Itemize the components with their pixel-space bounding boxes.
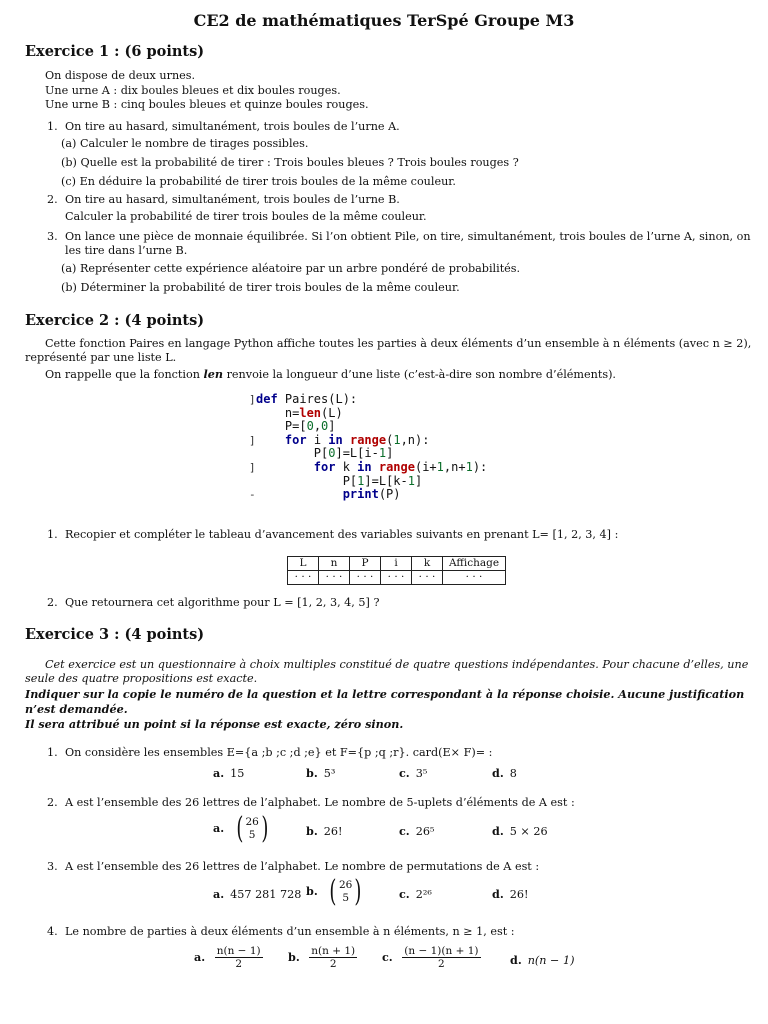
ex3-instruction-2: n’est demandée. [25,702,128,716]
ex2-paragraph-1-cont: représenté par une liste L. [25,351,177,364]
ex1-q1: 1. On tire au hasard, simultanément, trois boules de l’urne A. [47,120,400,133]
q3-option-d: d. 26! [492,887,529,901]
q2-option-d: d. 5 × 26 [492,824,548,838]
exercise-3-heading: Exercice 3 : (4 points) [25,626,205,643]
ex3-q3: 3. A est l’ensemble des 26 lettres de l’alphabet. Le nombre de permutations de A est : [47,860,540,873]
q2-option-b: b. 26! [306,824,343,838]
q1-option-b: b. 5³ [306,766,336,780]
q4-option-a: a. $\frac{n(n - 1)}{2}$ [194,945,261,970]
fraction: $\frac{n(n - 1)}{2}$ [216,945,261,970]
binomial-coefficient: ( 26 5 ) [236,811,269,846]
ex1-q3: 3. On lance une pièce de monnaie équilibrée. Si l’on obtient Pile, on tire, simultanément, trois boules de l’urne A, sinon, on [47,230,751,243]
ex1-q3a: (a) Représenter cette expérience aléatoire par un arbre pondéré de probabilités. [61,262,521,275]
fraction: $\frac{n(n + 1)}{2}$ [311,945,356,970]
q1-option-a: a. 15 [213,766,245,780]
exercise-1-heading: Exercice 1 : (6 points) [25,43,205,60]
q3-option-a: a. 457 281 728 [213,887,302,901]
ex2-q2: 2. Que retournera cet algorithme pour L = [1, 2, 3, 4, 5] ? [47,596,380,609]
binomial-coefficient: ( 26 5 ) [329,874,362,909]
q1-option-d: d. 8 [492,766,517,780]
python-code-block: ] def Paires(L): n=len(L) P=[0,0] ] for i in range(1,n): P[0]=L[i-1] ] for k in range(i+1,n+1): P[1]=L[k-1] - print(P) [249,392,488,502]
q2-option-a: a. ( 26 5 ) [213,814,271,844]
ex1-q2: 2. On tire au hasard, simultanément, trois boules de l’urne B. [47,193,400,206]
q4-option-b: b. $\frac{n(n + 1)}{2}$ [288,945,356,970]
fraction: $\frac{(n - 1)(n + 1)}{2}$ [404,945,479,970]
q3-option-b: b. ( 26 5 ) [306,877,364,907]
ex1-intro-1: On dispose de deux urnes. [45,69,196,82]
q4-option-d: d. n(n − 1) [510,953,575,967]
ex2-paragraph-2: On rappelle que la fonction len renvoie la longueur d’une liste (c’est-à-dire son nombre d’éléments). [45,367,616,381]
q4-option-c: c. $\frac{(n - 1)(n + 1)}{2}$ [382,945,479,970]
variable-tracking-table: L n P i k Affichage · · · · · · · · · · · · · · · · · · [287,556,506,585]
exercise-2-heading: Exercice 2 : (4 points) [25,312,205,329]
ex1-q1a: (a) Calculer le nombre de tirages possibles. [61,137,309,150]
ex3-instruction-3: Il sera attribué un point si la réponse est exacte, zéro sinon. [25,717,404,731]
ex1-q1b: (b) Quelle est la probabilité de tirer : Trois boules bleues ? Trois boules rouges ? [61,156,519,169]
ex3-q1: 1. On considère les ensembles E={a ;b ;c ;d ;e} et F={p ;q ;r}. card(E× F)= : [47,746,493,759]
ex3-intro-2: seule des quatre propositions est exacte. [25,672,258,685]
ex3-q2: 2. A est l’ensemble des 26 lettres de l’alphabet. Le nombre de 5-uplets d’éléments de A est : [47,796,575,809]
ex3-q4: 4. Le nombre de parties à deux éléments d’un ensemble à n éléments, n ≥ 1, est : [47,925,515,938]
q2-option-c: c. 26⁵ [399,824,435,838]
ex3-instruction-1: Indiquer sur la copie le numéro de la question et la lettre correspondant à la réponse choisie. Aucune justification [25,687,745,701]
ex1-q3-cont: les tire dans l’urne B. [65,244,188,257]
ex1-q2b: Calculer la probabilité de tirer trois boules de la même couleur. [65,210,427,223]
q1-option-c: c. 3⁵ [399,766,428,780]
page-title: CE2 de mathématiques TerSpé Groupe M3 [193,11,575,30]
q3-option-c: c. 2²⁶ [399,887,432,901]
ex1-q1c: (c) En déduire la probabilité de tirer trois boules de la même couleur. [61,175,456,188]
ex2-q1: 1. Recopier et compléter le tableau d’avancement des variables suivants en prenant L= [1, 2, 3, 4] : [47,528,619,541]
ex1-intro-3: Une urne B : cinq boules bleues et quinze boules rouges. [45,98,369,111]
ex3-intro-1: Cet exercice est un questionnaire à choix multiples constitué de quatre questions indépendantes. Pour chacune d’elles, une [45,658,749,671]
ex1-intro-2: Une urne A : dix boules bleues et dix boules rouges. [45,84,341,97]
ex1-q3b: (b) Déterminer la probabilité de tirer trois boules de la même couleur. [61,281,460,294]
ex2-paragraph-1: Cette fonction Paires en langage Python affiche toutes les parties à deux éléments d’un ensemble à n éléments (avec n ≥ 2), [45,337,752,350]
